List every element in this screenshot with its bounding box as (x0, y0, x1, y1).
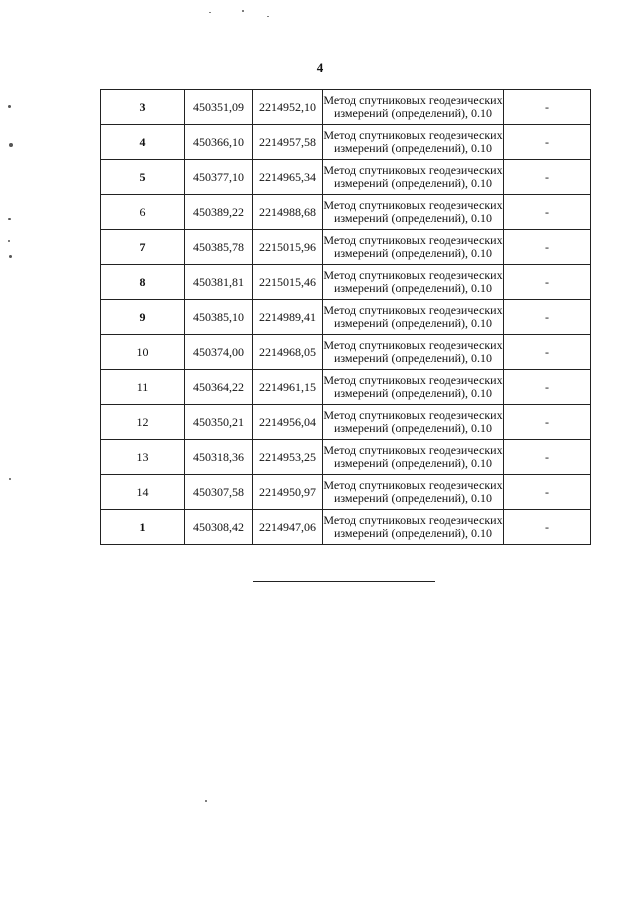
coordinate-y: 2215015,96 (253, 230, 323, 265)
point-number: 13 (101, 440, 185, 475)
table-row (101, 160, 591, 195)
coordinate-x: 450377,10 (185, 160, 253, 195)
accuracy-dash: - (504, 160, 591, 195)
determination-method: Метод спутниковых геодезических измерений (определений), 0.10 (323, 230, 504, 265)
end-of-document-line (253, 581, 435, 582)
table-row (101, 335, 591, 370)
coordinate-x: 450351,09 (185, 90, 253, 125)
point-number: 6 (101, 195, 185, 230)
determination-method: Метод спутниковых геодезических измерений (определений), 0.10 (323, 195, 504, 230)
table-row (101, 195, 591, 230)
coordinate-x: 450385,10 (185, 300, 253, 335)
coordinate-y: 2214947,06 (253, 510, 323, 545)
point-number: 4 (101, 125, 185, 160)
table-row (101, 370, 591, 405)
determination-method: Метод спутниковых геодезических измерений (определений), 0.10 (323, 125, 504, 160)
accuracy-dash: - (504, 265, 591, 300)
determination-method: Метод спутниковых геодезических измерений (определений), 0.10 (323, 440, 504, 475)
coordinate-y: 2215015,46 (253, 265, 323, 300)
coordinate-x: 450389,22 (185, 195, 253, 230)
determination-method: Метод спутниковых геодезических измерений (определений), 0.10 (323, 335, 504, 370)
accuracy-dash: - (504, 300, 591, 335)
coordinate-y: 2214965,34 (253, 160, 323, 195)
table-row (101, 90, 591, 125)
coordinate-x: 450374,00 (185, 335, 253, 370)
scan-speck (209, 12, 211, 13)
accuracy-dash: - (504, 370, 591, 405)
accuracy-dash: - (504, 440, 591, 475)
table-row (101, 405, 591, 440)
accuracy-dash: - (504, 230, 591, 265)
accuracy-dash: - (504, 510, 591, 545)
point-number: 12 (101, 405, 185, 440)
table-row (101, 475, 591, 510)
scan-speck (9, 143, 13, 147)
point-number: 9 (101, 300, 185, 335)
coordinate-y: 2214953,25 (253, 440, 323, 475)
coordinates-table (100, 89, 591, 545)
point-number: 5 (101, 160, 185, 195)
coordinate-x: 450350,21 (185, 405, 253, 440)
scan-speck (8, 218, 11, 220)
table-row (101, 440, 591, 475)
determination-method: Метод спутниковых геодезических измерений (определений), 0.10 (323, 475, 504, 510)
scan-speck (267, 16, 269, 17)
page-number: 4 (316, 60, 324, 75)
coordinate-x: 450366,10 (185, 125, 253, 160)
coordinate-y: 2214988,68 (253, 195, 323, 230)
accuracy-dash: - (504, 195, 591, 230)
coordinate-x: 450307,58 (185, 475, 253, 510)
point-number: 14 (101, 475, 185, 510)
table-row (101, 230, 591, 265)
determination-method: Метод спутниковых геодезических измерений (определений), 0.10 (323, 405, 504, 440)
coordinate-y: 2214952,10 (253, 90, 323, 125)
table-row (101, 125, 591, 160)
determination-method: Метод спутниковых геодезических измерений (определений), 0.10 (323, 90, 504, 125)
point-number: 1 (101, 510, 185, 545)
coordinate-y: 2214957,58 (253, 125, 323, 160)
coordinate-y: 2214989,41 (253, 300, 323, 335)
accuracy-dash: - (504, 335, 591, 370)
scan-speck (9, 255, 12, 258)
accuracy-dash: - (504, 90, 591, 125)
coordinate-x: 450385,78 (185, 230, 253, 265)
point-number: 3 (101, 90, 185, 125)
table-row (101, 510, 591, 545)
coordinate-x: 450381,81 (185, 265, 253, 300)
determination-method: Метод спутниковых геодезических измерений (определений), 0.10 (323, 300, 504, 335)
scan-speck (8, 240, 10, 242)
accuracy-dash: - (504, 405, 591, 440)
coordinate-x: 450364,22 (185, 370, 253, 405)
coordinate-y: 2214950,97 (253, 475, 323, 510)
point-number: 7 (101, 230, 185, 265)
table-row (101, 265, 591, 300)
determination-method: Метод спутниковых геодезических измерений (определений), 0.10 (323, 160, 504, 195)
coordinate-x: 450318,36 (185, 440, 253, 475)
accuracy-dash: - (504, 475, 591, 510)
coordinates-table-body (101, 90, 591, 545)
table-row (101, 300, 591, 335)
scan-speck (205, 800, 207, 802)
determination-method: Метод спутниковых геодезических измерений (определений), 0.10 (323, 265, 504, 300)
scan-speck (242, 10, 244, 12)
scan-speck (8, 105, 11, 108)
point-number: 11 (101, 370, 185, 405)
determination-method: Метод спутниковых геодезических измерений (определений), 0.10 (323, 510, 504, 545)
coordinate-y: 2214956,04 (253, 405, 323, 440)
accuracy-dash: - (504, 125, 591, 160)
coordinate-x: 450308,42 (185, 510, 253, 545)
point-number: 10 (101, 335, 185, 370)
coordinate-y: 2214961,15 (253, 370, 323, 405)
determination-method: Метод спутниковых геодезических измерений (определений), 0.10 (323, 370, 504, 405)
point-number: 8 (101, 265, 185, 300)
scan-speck (9, 478, 11, 480)
coordinate-y: 2214968,05 (253, 335, 323, 370)
